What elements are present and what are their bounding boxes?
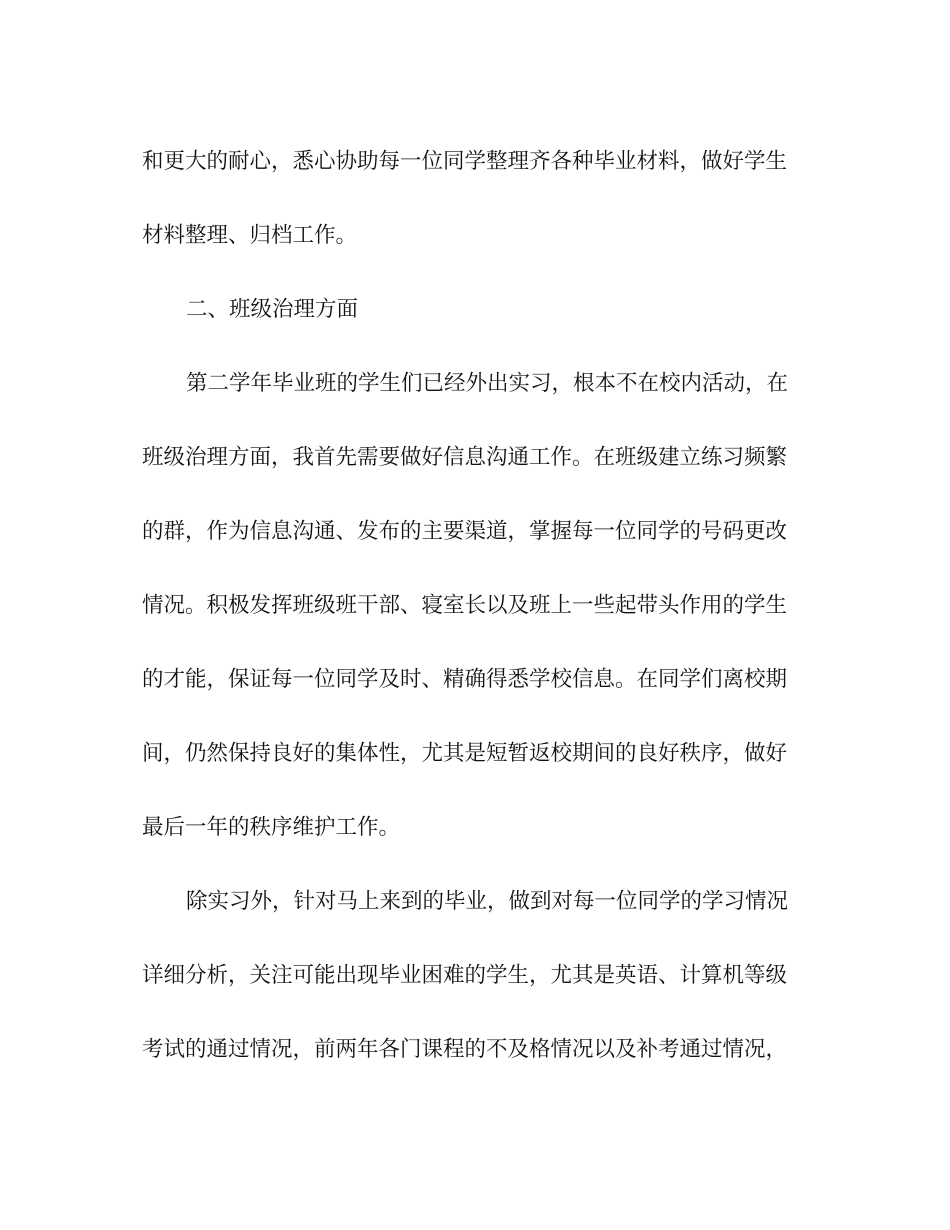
text-line: 的才能，保证每一位同学及时、精确得悉学校信息。在同学们离校期 <box>142 667 788 692</box>
text-line: 和更大的耐心，悉心协助每一位同学整理齐各种毕业材料，做好学生 <box>142 149 788 174</box>
text-line: 的群，作为信息沟通、发布的主要渠道，掌握每一位同学的号码更改 <box>142 519 788 544</box>
body-text <box>142 135 812 1077</box>
text-line: 情况。积极发挥班级班干部、寝室长以及班上一些起带头作用的学生 <box>142 593 788 618</box>
text-line: 最后一年的秩序维护工作。 <box>142 815 401 840</box>
text-line: 班级治理方面，我首先需要做好信息沟通工作。在班级建立练习频繁 <box>142 445 788 470</box>
text-line: 除实习外，针对马上来到的毕业，做到对每一位同学的学习情况 <box>186 889 789 914</box>
text-line: 间，仍然保持良好的集体性，尤其是短暂返校期间的良好秩序，做好 <box>142 741 788 766</box>
text-line: 考试的通过情况，前两年各门课程的不及格情况以及补考通过情况， <box>142 1037 788 1062</box>
section-heading: 二、班级治理方面 <box>186 297 359 322</box>
text-line: 第二学年毕业班的学生们已经外出实习，根本不在校内活动，在 <box>186 371 789 396</box>
text-line: 材料整理、归档工作。 <box>142 223 358 248</box>
text-line: 详细分析，关注可能出现毕业困难的学生，尤其是英语、计算机等级 <box>142 963 788 988</box>
